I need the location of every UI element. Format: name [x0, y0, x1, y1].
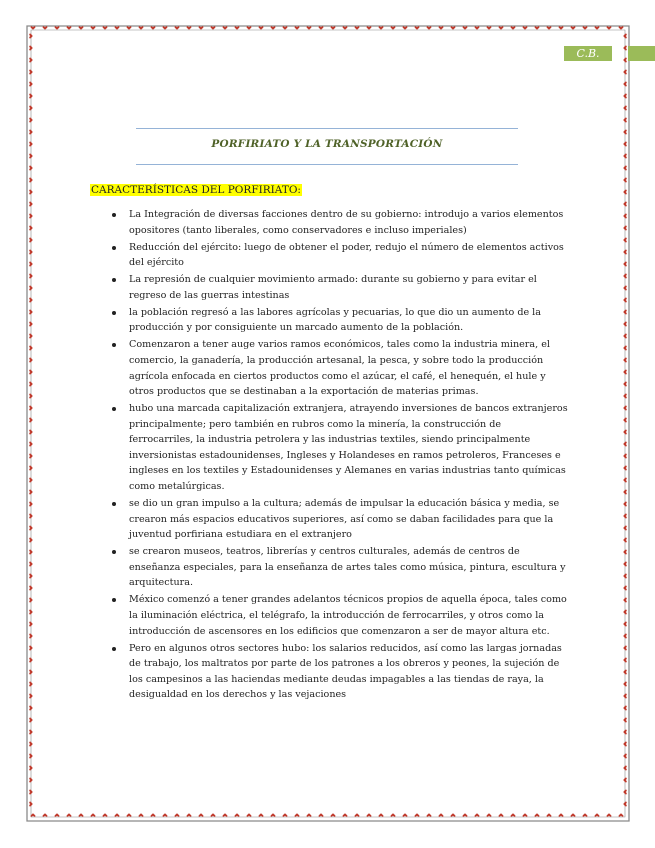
heart-ornament-icon [29, 754, 33, 759]
bullet-icon [112, 647, 116, 651]
heart-ornament-icon [29, 802, 33, 807]
list-item-text: se crearon museos, teatros, librerías y centros culturales, además de centros de enseñanza especiales, para la enseñanza de artes tales como música, pintura, escultura y arquitectura. [129, 546, 566, 589]
heart-ornament-icon [29, 778, 33, 783]
heart-ornament-icon [29, 118, 33, 123]
heart-ornament-icon [583, 813, 588, 817]
heart-ornament-icon [235, 813, 240, 817]
heart-ornament-icon [29, 418, 33, 423]
heart-ornament-icon [607, 813, 612, 817]
list-item [90, 305, 568, 336]
heart-ornament-icon [163, 26, 168, 30]
list-item [90, 544, 568, 591]
heart-ornament-icon [623, 130, 627, 135]
heart-ornament-icon [67, 813, 72, 817]
heart-ornament-icon [29, 730, 33, 735]
heart-ornament-icon [103, 26, 108, 30]
heart-ornament-icon [535, 813, 540, 817]
heart-ornament-icon [29, 58, 33, 63]
list-item [90, 401, 568, 495]
list-item-text: La represión de cualquier movimiento armado: durante su gobierno y para evitar el regreso de las guerras intestinas [129, 274, 537, 301]
heart-ornament-icon [307, 813, 312, 817]
heart-ornament-icon [247, 813, 252, 817]
heart-ornament-icon [29, 142, 33, 147]
heart-ornament-icon [623, 694, 627, 699]
heart-ornament-icon [379, 26, 384, 30]
heart-ornament-icon [511, 26, 516, 30]
bullet-icon [112, 343, 116, 347]
heart-ornament-icon [623, 358, 627, 363]
heart-ornament-icon [29, 766, 33, 771]
heart-ornament-icon [247, 26, 252, 30]
heart-ornament-icon [623, 502, 627, 507]
heart-ornament-icon [29, 358, 33, 363]
heart-ornament-icon [623, 586, 627, 591]
list-item-text: se dio un gran impulso a la cultura; además de impulsar la educación básica y media, se crearon más espacios educativos superiores, así como se daban facilidades para que la juventud porfiriana estudiara en el extranjero [129, 498, 560, 541]
heart-ornament-icon [403, 26, 408, 30]
heart-ornament-icon [331, 813, 336, 817]
heart-ornament-icon [29, 526, 33, 531]
heart-ornament-icon [367, 26, 372, 30]
bullet-icon [112, 550, 116, 554]
list-item [90, 337, 568, 399]
heart-ornament-icon [29, 490, 33, 495]
heart-ornament-icon [623, 490, 627, 495]
heart-ornament-icon [391, 813, 396, 817]
heart-ornament-icon [623, 142, 627, 147]
heart-ornament-icon [29, 442, 33, 447]
heart-ornament-icon [623, 190, 627, 195]
heart-ornament-icon [127, 813, 132, 817]
heart-ornament-icon [623, 406, 627, 411]
heart-ornament-icon [623, 682, 627, 687]
heart-ornament-icon [623, 178, 627, 183]
document-title: PORFIRIATO Y LA TRANSPORTACIÓN [211, 138, 443, 150]
heart-ornament-icon [355, 26, 360, 30]
heart-ornament-icon [307, 26, 312, 30]
heart-ornament-icon [151, 26, 156, 30]
heart-ornament-icon [623, 154, 627, 159]
heart-ornament-icon [29, 346, 33, 351]
heart-ornament-icon [29, 466, 33, 471]
heart-ornament-icon [259, 813, 264, 817]
heart-ornament-icon [619, 26, 624, 30]
list-item-text: México comenzó a tener grandes adelantos técnicos propios de aquella época, tales como la iluminación eléctrica, el telégrafo, la introducción de ferrocarriles, y otros como la introducción de ascensores en los edificios que comenzaron a ser de mayor altura etc. [129, 594, 567, 637]
heart-ornament-icon [271, 26, 276, 30]
heart-ornament-icon [451, 26, 456, 30]
heart-ornament-icon [439, 813, 444, 817]
heart-ornament-icon [103, 813, 108, 817]
heart-ornament-icon [29, 718, 33, 723]
heart-ornament-icon [29, 226, 33, 231]
heart-ornament-icon [623, 394, 627, 399]
heart-ornament-icon [29, 550, 33, 555]
heart-ornament-icon [29, 598, 33, 603]
heart-ornament-icon [29, 250, 33, 255]
heart-ornament-icon [623, 214, 627, 219]
heart-ornament-icon [235, 26, 240, 30]
heart-ornament-icon [29, 82, 33, 87]
heart-ornament-icon [29, 502, 33, 507]
heart-ornament-icon [115, 813, 120, 817]
heart-ornament-icon [623, 118, 627, 123]
heart-ornament-icon [623, 322, 627, 327]
heart-ornament-icon [295, 26, 300, 30]
heart-ornament-icon [29, 106, 33, 111]
heart-ornament-icon [499, 26, 504, 30]
bullet-icon [112, 213, 116, 217]
heart-ornament-icon [547, 813, 552, 817]
heart-ornament-icon [29, 622, 33, 627]
heart-ornament-icon [623, 754, 627, 759]
heart-ornament-icon [623, 310, 627, 315]
heart-ornament-icon [623, 538, 627, 543]
heart-ornament-icon [367, 813, 372, 817]
list-item-text: Pero en algunos otros sectores hubo: los salarios reducidos, así como las largas jornadas de trabajo, los maltratos por parte de los patrones a los obreros y peones, la sujeción de los campesinos a las haciendas mediante deudas impagables a las tiendas de raya, la desigualdad en los derechos y las vejaciones [129, 642, 562, 701]
heart-ornament-icon [211, 813, 216, 817]
heart-ornament-icon [623, 550, 627, 555]
heart-ornament-icon [623, 238, 627, 243]
heart-ornament-icon [29, 274, 33, 279]
title-bottom-rule [136, 164, 518, 165]
heart-ornament-icon [343, 26, 348, 30]
heart-ornament-icon [487, 26, 492, 30]
heart-ornament-icon [475, 26, 480, 30]
heart-ornament-icon [29, 370, 33, 375]
heart-ornament-icon [29, 658, 33, 663]
heart-ornament-icon [29, 178, 33, 183]
heart-ornament-icon [623, 106, 627, 111]
list-item-text: Comenzaron a tener auge varios ramos económicos, tales como la industria minera, el comercio, la ganadería, la producción artesanal, la pesca, y sobre todo la producción agrícola enfocada en ciertos productos como el azúcar, el café, el henequén, el hule y otros productos que se destinaban a la exportación de materias primas. [129, 339, 550, 398]
heart-ornament-icon [607, 26, 612, 30]
heart-ornament-icon [29, 454, 33, 459]
heart-ornament-icon [623, 346, 627, 351]
heart-ornament-icon [187, 813, 192, 817]
heart-ornament-icon [623, 778, 627, 783]
heart-ornament-icon [31, 26, 36, 30]
list-item [90, 272, 568, 303]
heart-ornament-icon [623, 382, 627, 387]
heart-ornament-icon [623, 46, 627, 51]
heart-ornament-icon [29, 574, 33, 579]
heart-ornament-icon [415, 26, 420, 30]
heart-ornament-icon [29, 514, 33, 519]
heart-ornament-icon [475, 813, 480, 817]
heart-ornament-icon [211, 26, 216, 30]
heart-ornament-icon [259, 26, 264, 30]
heart-ornament-icon [163, 813, 168, 817]
heart-ornament-icon [29, 430, 33, 435]
heart-ornament-icon [623, 658, 627, 663]
heart-ornament-icon [29, 634, 33, 639]
heart-ornament-icon [29, 646, 33, 651]
heart-ornament-icon [91, 813, 96, 817]
heart-ornament-icon [175, 813, 180, 817]
heart-ornament-icon [623, 706, 627, 711]
heart-ornament-icon [29, 706, 33, 711]
heart-ornament-icon [559, 813, 564, 817]
author-badge: C.B. [564, 46, 612, 61]
heart-ornament-icon [29, 46, 33, 51]
heart-ornament-icon [199, 813, 204, 817]
heart-ornament-icon [139, 813, 144, 817]
heart-ornament-icon [223, 26, 228, 30]
heart-ornament-icon [283, 26, 288, 30]
heart-ornament-icon [511, 813, 516, 817]
heart-ornament-icon [223, 813, 228, 817]
heart-ornament-icon [343, 813, 348, 817]
heart-ornament-icon [29, 166, 33, 171]
heart-ornament-icon [623, 718, 627, 723]
list-item-text: la población regresó a las labores agrícolas y pecuarias, lo que dio un aumento de la producción y por consiguiente un marcado aumento de la población. [129, 306, 541, 334]
heart-ornament-icon [29, 562, 33, 567]
heart-ornament-icon [623, 466, 627, 471]
heart-ornament-icon [29, 790, 33, 795]
bullet-icon [112, 278, 116, 282]
heart-ornament-icon [623, 670, 627, 675]
heart-ornament-icon [623, 418, 627, 423]
heart-ornament-icon [427, 813, 432, 817]
heart-ornament-icon [623, 34, 627, 39]
heart-ornament-icon [623, 610, 627, 615]
heart-ornament-icon [29, 682, 33, 687]
heart-ornament-icon [127, 26, 132, 30]
heart-ornament-icon [623, 562, 627, 567]
heart-ornament-icon [623, 454, 627, 459]
list-item [90, 207, 568, 238]
heart-ornament-icon [43, 26, 48, 30]
heart-ornament-icon [623, 94, 627, 99]
heart-ornament-icon [199, 26, 204, 30]
heart-ornament-icon [623, 730, 627, 735]
heart-ornament-icon [151, 813, 156, 817]
heart-ornament-icon [623, 526, 627, 531]
badge-tab-decoration [628, 46, 655, 61]
heart-ornament-icon [29, 610, 33, 615]
heart-ornament-icon [29, 214, 33, 219]
heart-ornament-icon [29, 262, 33, 267]
heart-ornament-icon [623, 226, 627, 231]
heart-ornament-icon [29, 382, 33, 387]
heart-ornament-icon [79, 813, 84, 817]
heart-ornament-icon [623, 802, 627, 807]
heart-ornament-icon [623, 70, 627, 75]
heart-ornament-icon [29, 34, 33, 39]
heart-ornament-icon [295, 813, 300, 817]
heart-ornament-icon [29, 154, 33, 159]
heart-ornament-icon [29, 742, 33, 747]
bullet-icon [112, 246, 116, 250]
heart-ornament-icon [115, 26, 120, 30]
heart-ornament-icon [29, 670, 33, 675]
list-item-text: La Integración de diversas facciones dentro de su gobierno: introdujo a varios elementos opositores (tanto liberales, como conservadores e incluso imperiales) [129, 209, 564, 236]
heart-ornament-icon [29, 298, 33, 303]
heart-ornament-icon [523, 26, 528, 30]
heart-ornament-icon [29, 406, 33, 411]
heart-ornament-icon [79, 26, 84, 30]
heart-ornament-icon [139, 26, 144, 30]
heart-ornament-icon [283, 813, 288, 817]
heart-ornament-icon [623, 262, 627, 267]
heart-ornament-icon [623, 646, 627, 651]
heart-ornament-icon [271, 813, 276, 817]
heart-ornament-icon [623, 370, 627, 375]
heart-ornament-icon [319, 813, 324, 817]
heart-ornament-icon [623, 574, 627, 579]
bullet-icon [112, 598, 116, 602]
heart-ornament-icon [523, 813, 528, 817]
heart-ornament-icon [595, 813, 600, 817]
heart-ornament-icon [559, 26, 564, 30]
heart-ornament-icon [29, 190, 33, 195]
list-item [90, 592, 568, 639]
list-item [90, 240, 568, 271]
heart-ornament-icon [319, 26, 324, 30]
heart-ornament-icon [29, 586, 33, 591]
heart-ornament-icon [487, 813, 492, 817]
heart-ornament-icon [29, 130, 33, 135]
heart-ornament-icon [623, 166, 627, 171]
heart-ornament-icon [547, 26, 552, 30]
heart-ornament-icon [355, 813, 360, 817]
heart-ornament-icon [391, 26, 396, 30]
heart-ornament-icon [623, 622, 627, 627]
bullet-icon [112, 311, 116, 315]
heart-ornament-icon [29, 70, 33, 75]
heart-ornament-icon [571, 813, 576, 817]
heart-ornament-icon [29, 310, 33, 315]
heart-ornament-icon [29, 94, 33, 99]
characteristics-list [90, 207, 568, 704]
heart-ornament-icon [331, 26, 336, 30]
heart-ornament-icon [535, 26, 540, 30]
heart-ornament-icon [29, 478, 33, 483]
heart-ornament-icon [175, 26, 180, 30]
section-heading: CARACTERÍSTICAS DEL PORFIRIATO: [91, 184, 301, 196]
heart-ornament-icon [623, 430, 627, 435]
heart-ornament-icon [55, 26, 60, 30]
heart-ornament-icon [623, 790, 627, 795]
bullet-icon [112, 407, 116, 411]
heart-ornament-icon [623, 202, 627, 207]
list-item-text: Reducción del ejército: luego de obtener el poder, redujo el número de elementos activos del ejército [129, 241, 564, 269]
heart-ornament-icon [623, 298, 627, 303]
heart-ornament-icon [623, 58, 627, 63]
heart-ornament-icon [451, 813, 456, 817]
list-item [90, 496, 568, 543]
heart-ornament-icon [623, 442, 627, 447]
heart-ornament-icon [623, 334, 627, 339]
heart-ornament-icon [623, 742, 627, 747]
heart-ornament-icon [463, 813, 468, 817]
heart-ornament-icon [29, 322, 33, 327]
title-top-rule [136, 128, 518, 129]
heart-ornament-icon [623, 250, 627, 255]
list-item-text: hubo una marcada capitalización extranjera, atrayendo inversiones de bancos extranjeros principalmente; pero también en rubros como la minería, la construcción de ferrocarriles, la industria petrolera y las industrias textiles, siendo principalmente inversionistas estadounidenses, Ingleses y Holandeses en ramos petroleros, Franceses e ingleses en los textiles y Estadounidenses y Alemanes en varias industrias tanto químicas como metalúrgicas. [129, 403, 568, 493]
heart-ornament-icon [623, 598, 627, 603]
heart-ornament-icon [55, 813, 60, 817]
heart-ornament-icon [619, 813, 624, 817]
heart-ornament-icon [499, 813, 504, 817]
heart-ornament-icon [623, 766, 627, 771]
heart-ornament-icon [67, 26, 72, 30]
heart-ornament-icon [463, 26, 468, 30]
heart-ornament-icon [29, 238, 33, 243]
heart-ornament-icon [427, 26, 432, 30]
heart-ornament-icon [43, 813, 48, 817]
heart-ornament-icon [623, 478, 627, 483]
heart-ornament-icon [623, 634, 627, 639]
heart-ornament-icon [91, 26, 96, 30]
bullet-icon [112, 502, 116, 506]
heart-ornament-icon [595, 26, 600, 30]
heart-ornament-icon [29, 694, 33, 699]
heart-ornament-icon [415, 813, 420, 817]
heart-ornament-icon [29, 334, 33, 339]
heart-ornament-icon [29, 202, 33, 207]
heart-ornament-icon [623, 82, 627, 87]
heart-ornament-icon [379, 813, 384, 817]
heart-ornament-icon [403, 813, 408, 817]
heart-ornament-icon [623, 274, 627, 279]
list-item [90, 641, 568, 703]
heart-ornament-icon [439, 26, 444, 30]
heart-ornament-icon [623, 286, 627, 291]
heart-ornament-icon [29, 538, 33, 543]
heart-ornament-icon [29, 286, 33, 291]
heart-ornament-icon [583, 26, 588, 30]
heart-ornament-icon [187, 26, 192, 30]
heart-ornament-icon [623, 514, 627, 519]
heart-ornament-icon [571, 26, 576, 30]
heart-ornament-icon [29, 394, 33, 399]
